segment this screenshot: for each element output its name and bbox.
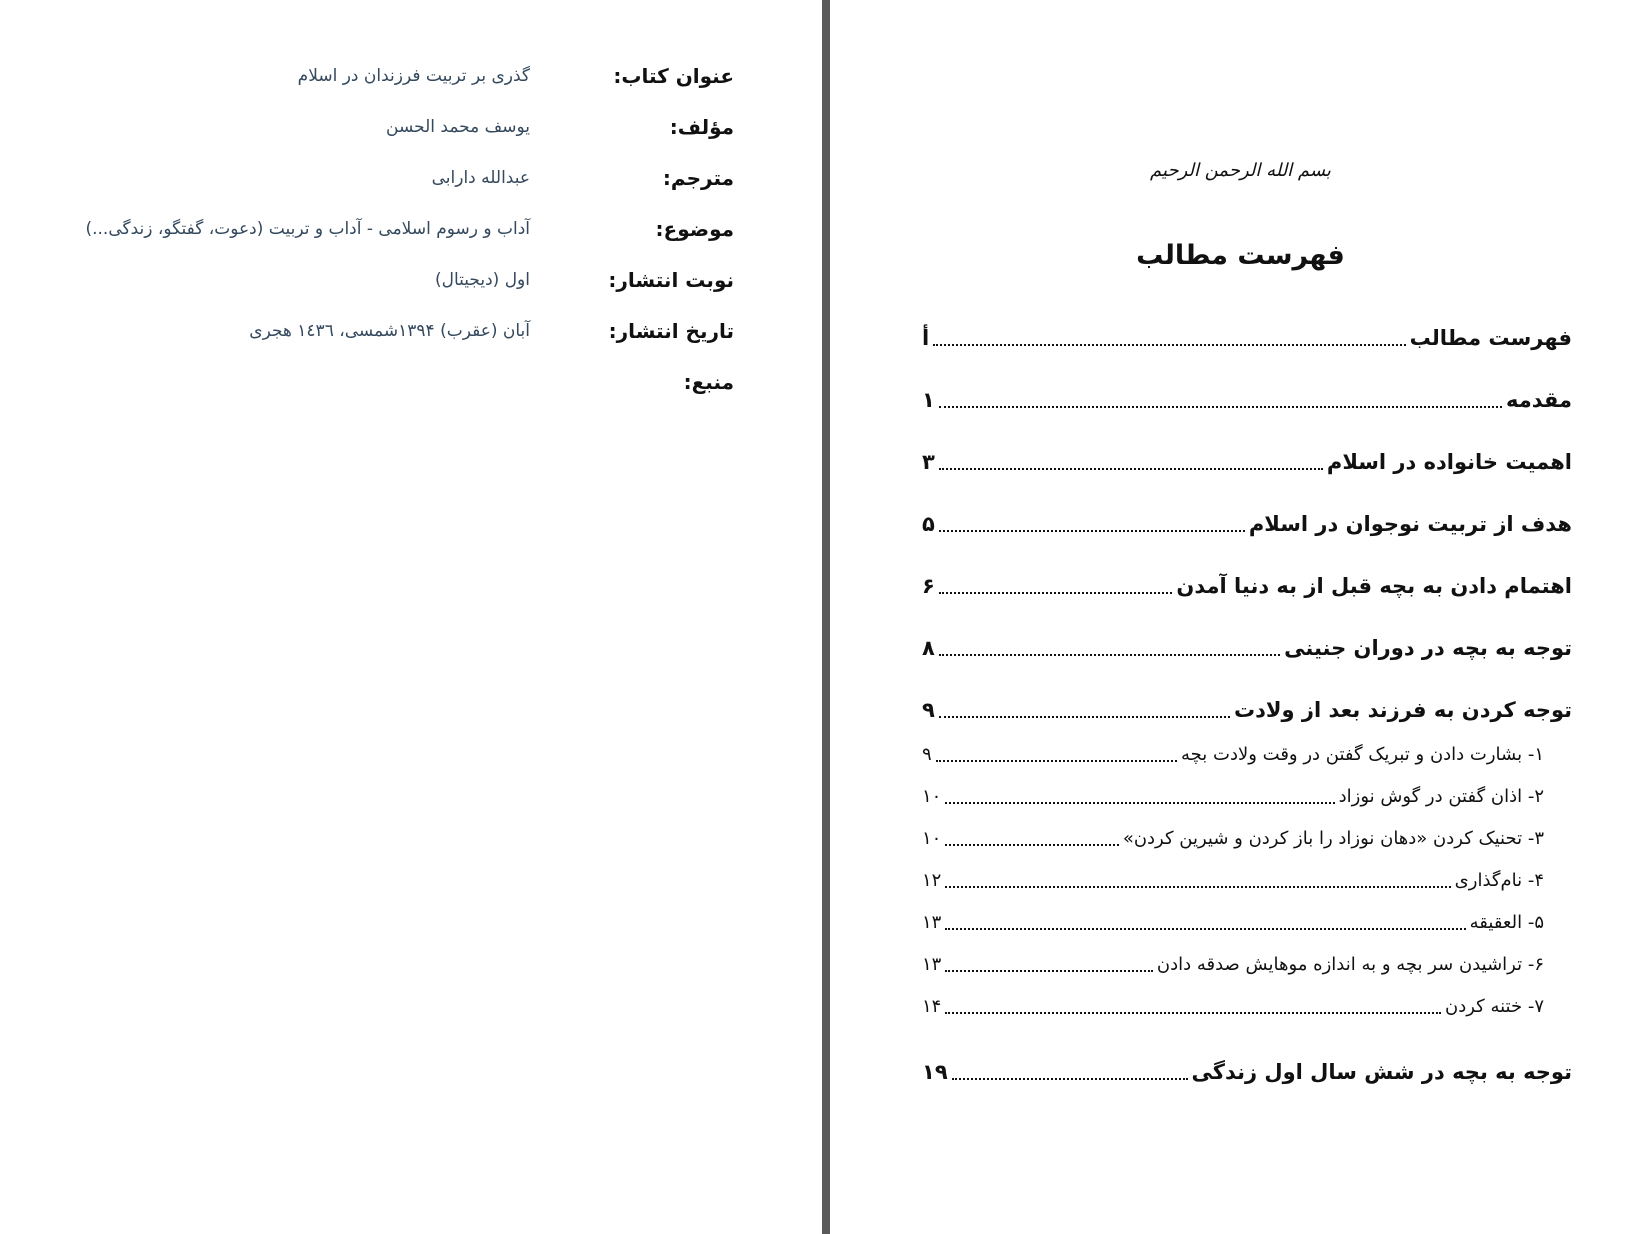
basmala: بسم الله الرحمن الرحیم	[1150, 160, 1331, 181]
toc-subentry[interactable]	[922, 819, 1572, 857]
meta-value: اول (دیجیتال)	[434, 270, 530, 290]
toc-leader	[945, 886, 1450, 888]
toc-entry-page: ۱۰	[922, 785, 942, 807]
meta-row-date	[0, 311, 822, 351]
page-divider	[822, 0, 830, 1234]
toc-subentry[interactable]	[922, 903, 1572, 941]
meta-label: نوبت انتشار:	[608, 268, 734, 292]
meta-value: عبدالله دارابی	[431, 168, 530, 188]
toc-entry-text: توجه به بچه در شش سال اول زندگی	[1191, 1060, 1572, 1084]
meta-row-title	[0, 56, 822, 96]
toc-entry-text: اهتمام دادن به بچه قبل از به دنیا آمدن	[1176, 574, 1572, 598]
toc-entry-page: ۱	[922, 388, 935, 412]
toc-entry-page: ۱۲	[922, 869, 942, 891]
toc-leader	[939, 468, 1323, 470]
toc-entry-page: ۱۳	[922, 911, 942, 933]
toc-leader	[952, 1078, 1188, 1080]
meta-row-translator	[0, 158, 822, 198]
toc-entry[interactable]	[922, 505, 1572, 543]
toc-entry[interactable]	[922, 691, 1572, 729]
meta-row-subject	[0, 209, 822, 249]
toc-leader	[945, 844, 1118, 846]
toc-entry[interactable]	[922, 1053, 1572, 1091]
toc-entry-text: ۶- تراشیدن سر بچه و به اندازه موهایش صدقه دادن	[1156, 953, 1544, 975]
toc-entry-text: هدف از تربیت نوجوان در اسلام	[1248, 512, 1572, 536]
toc-entry-page: ۹	[922, 743, 932, 765]
toc-entry-page: ۸	[922, 636, 935, 660]
toc-entry-page: ۳	[922, 450, 935, 474]
meta-label: مؤلف:	[669, 115, 734, 139]
toc-entry-page: أ	[922, 326, 930, 350]
meta-value: گذری بر تربیت فرزندان در اسلام	[297, 66, 530, 86]
toc-entry-text: ۳- تحنیک کردن «دهان نوزاد را باز کردن و شیرین کردن»	[1122, 827, 1544, 849]
toc-leader	[945, 1012, 1441, 1014]
meta-label: منبع:	[683, 370, 734, 394]
toc-leader	[939, 406, 1502, 408]
toc-title: فهرست مطالب	[1136, 240, 1345, 271]
toc-entry-page: ۵	[922, 512, 935, 536]
toc-entry-text: ۴- نام‌گذاری	[1454, 869, 1544, 891]
toc-entry[interactable]	[922, 443, 1572, 481]
toc-subentry[interactable]	[922, 945, 1572, 983]
toc-entry-text: مقدمه	[1506, 388, 1572, 412]
left-page	[0, 0, 822, 1234]
toc-leader	[939, 530, 1245, 532]
meta-value: یوسف محمد الحسن	[386, 117, 530, 137]
toc-entry-page: ۱۹	[922, 1060, 948, 1084]
toc-entry-page: ۱۳	[922, 953, 942, 975]
toc-subentry[interactable]	[922, 777, 1572, 815]
meta-row-source	[0, 362, 822, 402]
toc-entry[interactable]	[922, 319, 1572, 357]
toc-subentry[interactable]	[922, 735, 1572, 773]
toc-entry-text: فهرست مطالب	[1409, 326, 1572, 350]
meta-value: آداب و رسوم اسلامی - آداب و تربیت (دعوت، گفتگو، زندگی...)	[85, 219, 530, 239]
toc-leader	[939, 654, 1280, 656]
toc-leader	[945, 802, 1334, 804]
meta-value: آبان (عقرب) ۱۳۹۴شمسی، ١٤٣٦ هجری	[249, 321, 530, 341]
toc-entry-text: توجه به بچه در دوران جنینی	[1284, 636, 1572, 660]
toc-entry-text: اهمیت خانواده در اسلام	[1326, 450, 1572, 474]
toc-entry-text: ۵- العقیقه	[1469, 911, 1544, 933]
toc-entry-text: ۲- اذان گفتن در گوش نوزاد	[1338, 785, 1544, 807]
meta-label: عنوان کتاب:	[613, 64, 734, 88]
meta-label: مترجم:	[662, 166, 734, 190]
toc-entry-page: ۱۴	[922, 995, 942, 1017]
toc-leader	[945, 928, 1465, 930]
meta-label: تاریخ انتشار:	[608, 319, 734, 343]
toc-leader	[936, 760, 1177, 762]
meta-row-edition	[0, 260, 822, 300]
toc-leader	[933, 344, 1405, 346]
toc-entry[interactable]	[922, 567, 1572, 605]
toc-leader	[945, 970, 1153, 972]
meta-row-author	[0, 107, 822, 147]
toc-entry-text: توجه کردن به فرزند بعد از ولادت	[1233, 698, 1572, 722]
toc-entry-text: ۷- ختنه کردن	[1445, 995, 1544, 1017]
meta-label: موضوع:	[655, 217, 734, 241]
toc-entry[interactable]	[922, 629, 1572, 667]
toc-subentry[interactable]	[922, 861, 1572, 899]
toc-entry-page: ۱۰	[922, 827, 942, 849]
right-page	[830, 0, 1651, 1234]
toc-entry[interactable]	[922, 381, 1572, 419]
toc-entry-text: ۱- بشارت دادن و تبریک گفتن در وقت ولادت بچه	[1181, 743, 1544, 765]
toc-leader	[939, 592, 1173, 594]
toc-leader	[939, 716, 1230, 718]
toc-entry-page: ۹	[922, 698, 935, 722]
toc-subentry[interactable]	[922, 987, 1572, 1025]
toc-entry-page: ۶	[922, 574, 935, 598]
